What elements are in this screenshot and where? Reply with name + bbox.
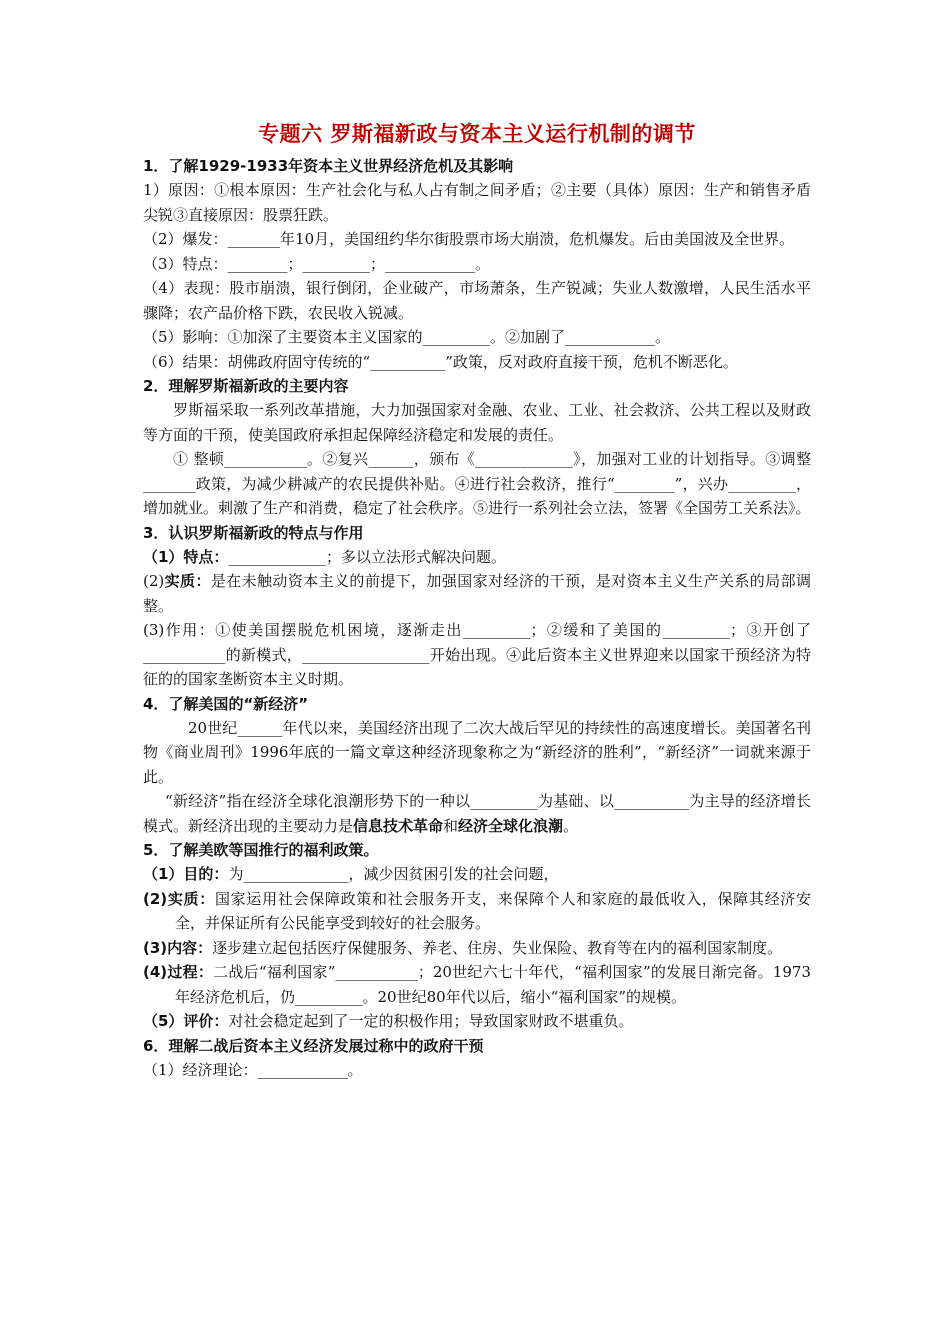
section-5 <box>143 838 811 1034</box>
s1-outbreak: （2）爆发：_______年10月，美国纽约华尔街股票市场大崩溃，危机爆发。后由美国波及全世界。 <box>143 230 795 248</box>
s5-essence <box>143 887 811 936</box>
section-2 <box>143 374 811 521</box>
s5-content <box>143 936 811 961</box>
s5-content-label: (3)内容： <box>143 938 213 957</box>
s1-impact: （5）影响：①加深了主要资本主义国家的_________。②加剧了____________。 <box>143 328 671 346</box>
s5-process-label: (4)过程： <box>143 963 214 981</box>
section-3-heading: 3．认识罗斯福新政的特点与作用 <box>143 523 364 542</box>
s5-process-text: 二战后“福利国家”___________；20世纪六七十年代，“福利国家”的发展日渐完备。1973年经济危机后，仍_________。20世纪80年代以后，缩小“福利国家”的规模。 <box>175 963 811 1006</box>
s4-para-1: 20世纪______年代以来，美国经济出现了二次大战后罕见的持续性的高速度增长。美国著名刊物《商业周刊》1996年底的一篇文章这种经济现象称之为“新经济的胜利”，“新经济”一词就来源于此。 <box>143 718 811 786</box>
s3-essence-num: (2) <box>143 572 165 590</box>
s5-essence-label: (2)实质： <box>143 889 215 908</box>
s5-evaluation-text: 对社会稳定起到了一定的积极作用；导致国家财政不堪重负。 <box>228 1012 634 1030</box>
section-6 <box>143 1034 811 1083</box>
s4-para-2-text: “新经济”指在经济全球化浪潮形势下的一种以_________为基础、以__________为主导的经济增长模式。新经济出现的主要动力是 <box>143 792 811 835</box>
s1-features: （3）特点：________；_________；____________。 <box>143 254 491 273</box>
s3-features <box>143 545 811 570</box>
section-3 <box>143 521 811 692</box>
s5-evaluation <box>143 1009 811 1034</box>
s3-features-label: （1）特点： <box>143 547 229 566</box>
s4-end: 。 <box>563 816 579 835</box>
section-1 <box>143 154 811 374</box>
section-5-heading: 5．了解美欧等国推行的福利政策。 <box>143 841 379 859</box>
section-4-heading: 4．了解美国的“新经济” <box>143 694 309 713</box>
document-page <box>143 118 811 1082</box>
s2-measures: ① 整顿___________。②复兴______，颁布《_____________》，加强对工业的计划指导。③调整_______政策，为减少耕减产的农民提供补贴。④进行社会救济，推行“________”，兴办_________，增加就业。刺激了生产和消费，稳定了社会秩序。⑤进行一系列社会立法，签署《全国劳工关系法》。 <box>143 450 811 517</box>
s4-it-revolution: 信息技术革命 <box>353 816 444 835</box>
s6-theory: （1）经济理论：____________。 <box>143 1060 363 1079</box>
section-1-heading: 1．了解1929-1933年资本主义世界经济危机及其影响 <box>143 157 514 175</box>
s1-result: （6）结果：胡佛政府固守传统的“__________”政策，反对政府直接干预，危机不断恶化。 <box>143 352 738 371</box>
document-title: 专题六 罗斯福新政与资本主义运行机制的调节 <box>258 122 696 146</box>
s3-essence-label: 实质： <box>164 572 211 590</box>
s5-essence-text: 国家运用社会保障政策和社会服务开支，来保障个人和家庭的最低收入，保障其经济安全，并保证所有公民能享受到较好的社会服务。 <box>175 889 811 932</box>
s3-role: (3)作用：①使美国摆脱危机困境，逐渐走出_________；②缓和了美国的_________；③开创了___________的新模式，_________________开始出现。④此后资本主义世界迎来以国家干预经济为特征的的国家垄断资本主义时期。 <box>143 621 811 688</box>
section-2-heading: 2．理解罗斯福新政的主要内容 <box>143 377 349 395</box>
s3-essence <box>143 569 811 618</box>
s1-manifestation: （4）表现：股市崩溃，银行倒闭，企业破产，市场萧条，生产锐减；失业人数激增，人民生活水平骤降；农产品价格下跌，农民收入锐减。 <box>143 279 811 322</box>
section-6-heading: 6．理解二战后资本主义经济发展过称中的政府干预 <box>143 1036 484 1055</box>
s5-process <box>143 960 811 1009</box>
s1-cause: 1）原因：①根本原因：生产社会化与私人占有制之间矛盾；②主要（具体）原因：生产和销售矛盾尖锐③直接原因：股票狂跌。 <box>143 181 811 224</box>
s5-evaluation-label: （5）评价： <box>143 1012 229 1030</box>
s4-globalization: 经济全球化浪潮 <box>458 816 564 835</box>
s4-and: 和 <box>443 816 459 835</box>
s2-intro: 罗斯福采取一系列改革措施，大力加强国家对金融、农业、工业、社会救济、公共工程以及财政等方面的干预，使美国政府承担起保障经济稳定和发展的责任。 <box>143 401 811 444</box>
s3-features-text: _____________；多以立法形式解决问题。 <box>228 547 506 566</box>
s5-purpose <box>143 862 811 887</box>
s4-para-2 <box>143 789 811 838</box>
s5-purpose-label: （1）目的： <box>143 865 229 883</box>
s3-essence-text: 是在未触动资本主义的前提下，加强国家对经济的干预，是对资本主义生产关系的局部调整。 <box>143 572 811 615</box>
s5-purpose-text: 为______________，减少因贫困引发的社会问题， <box>228 865 559 883</box>
section-4 <box>143 692 811 839</box>
s5-content-text: 逐步建立起包括医疗保健服务、养老、住房、失业保险、教育等在内的福利国家制度。 <box>212 938 783 957</box>
